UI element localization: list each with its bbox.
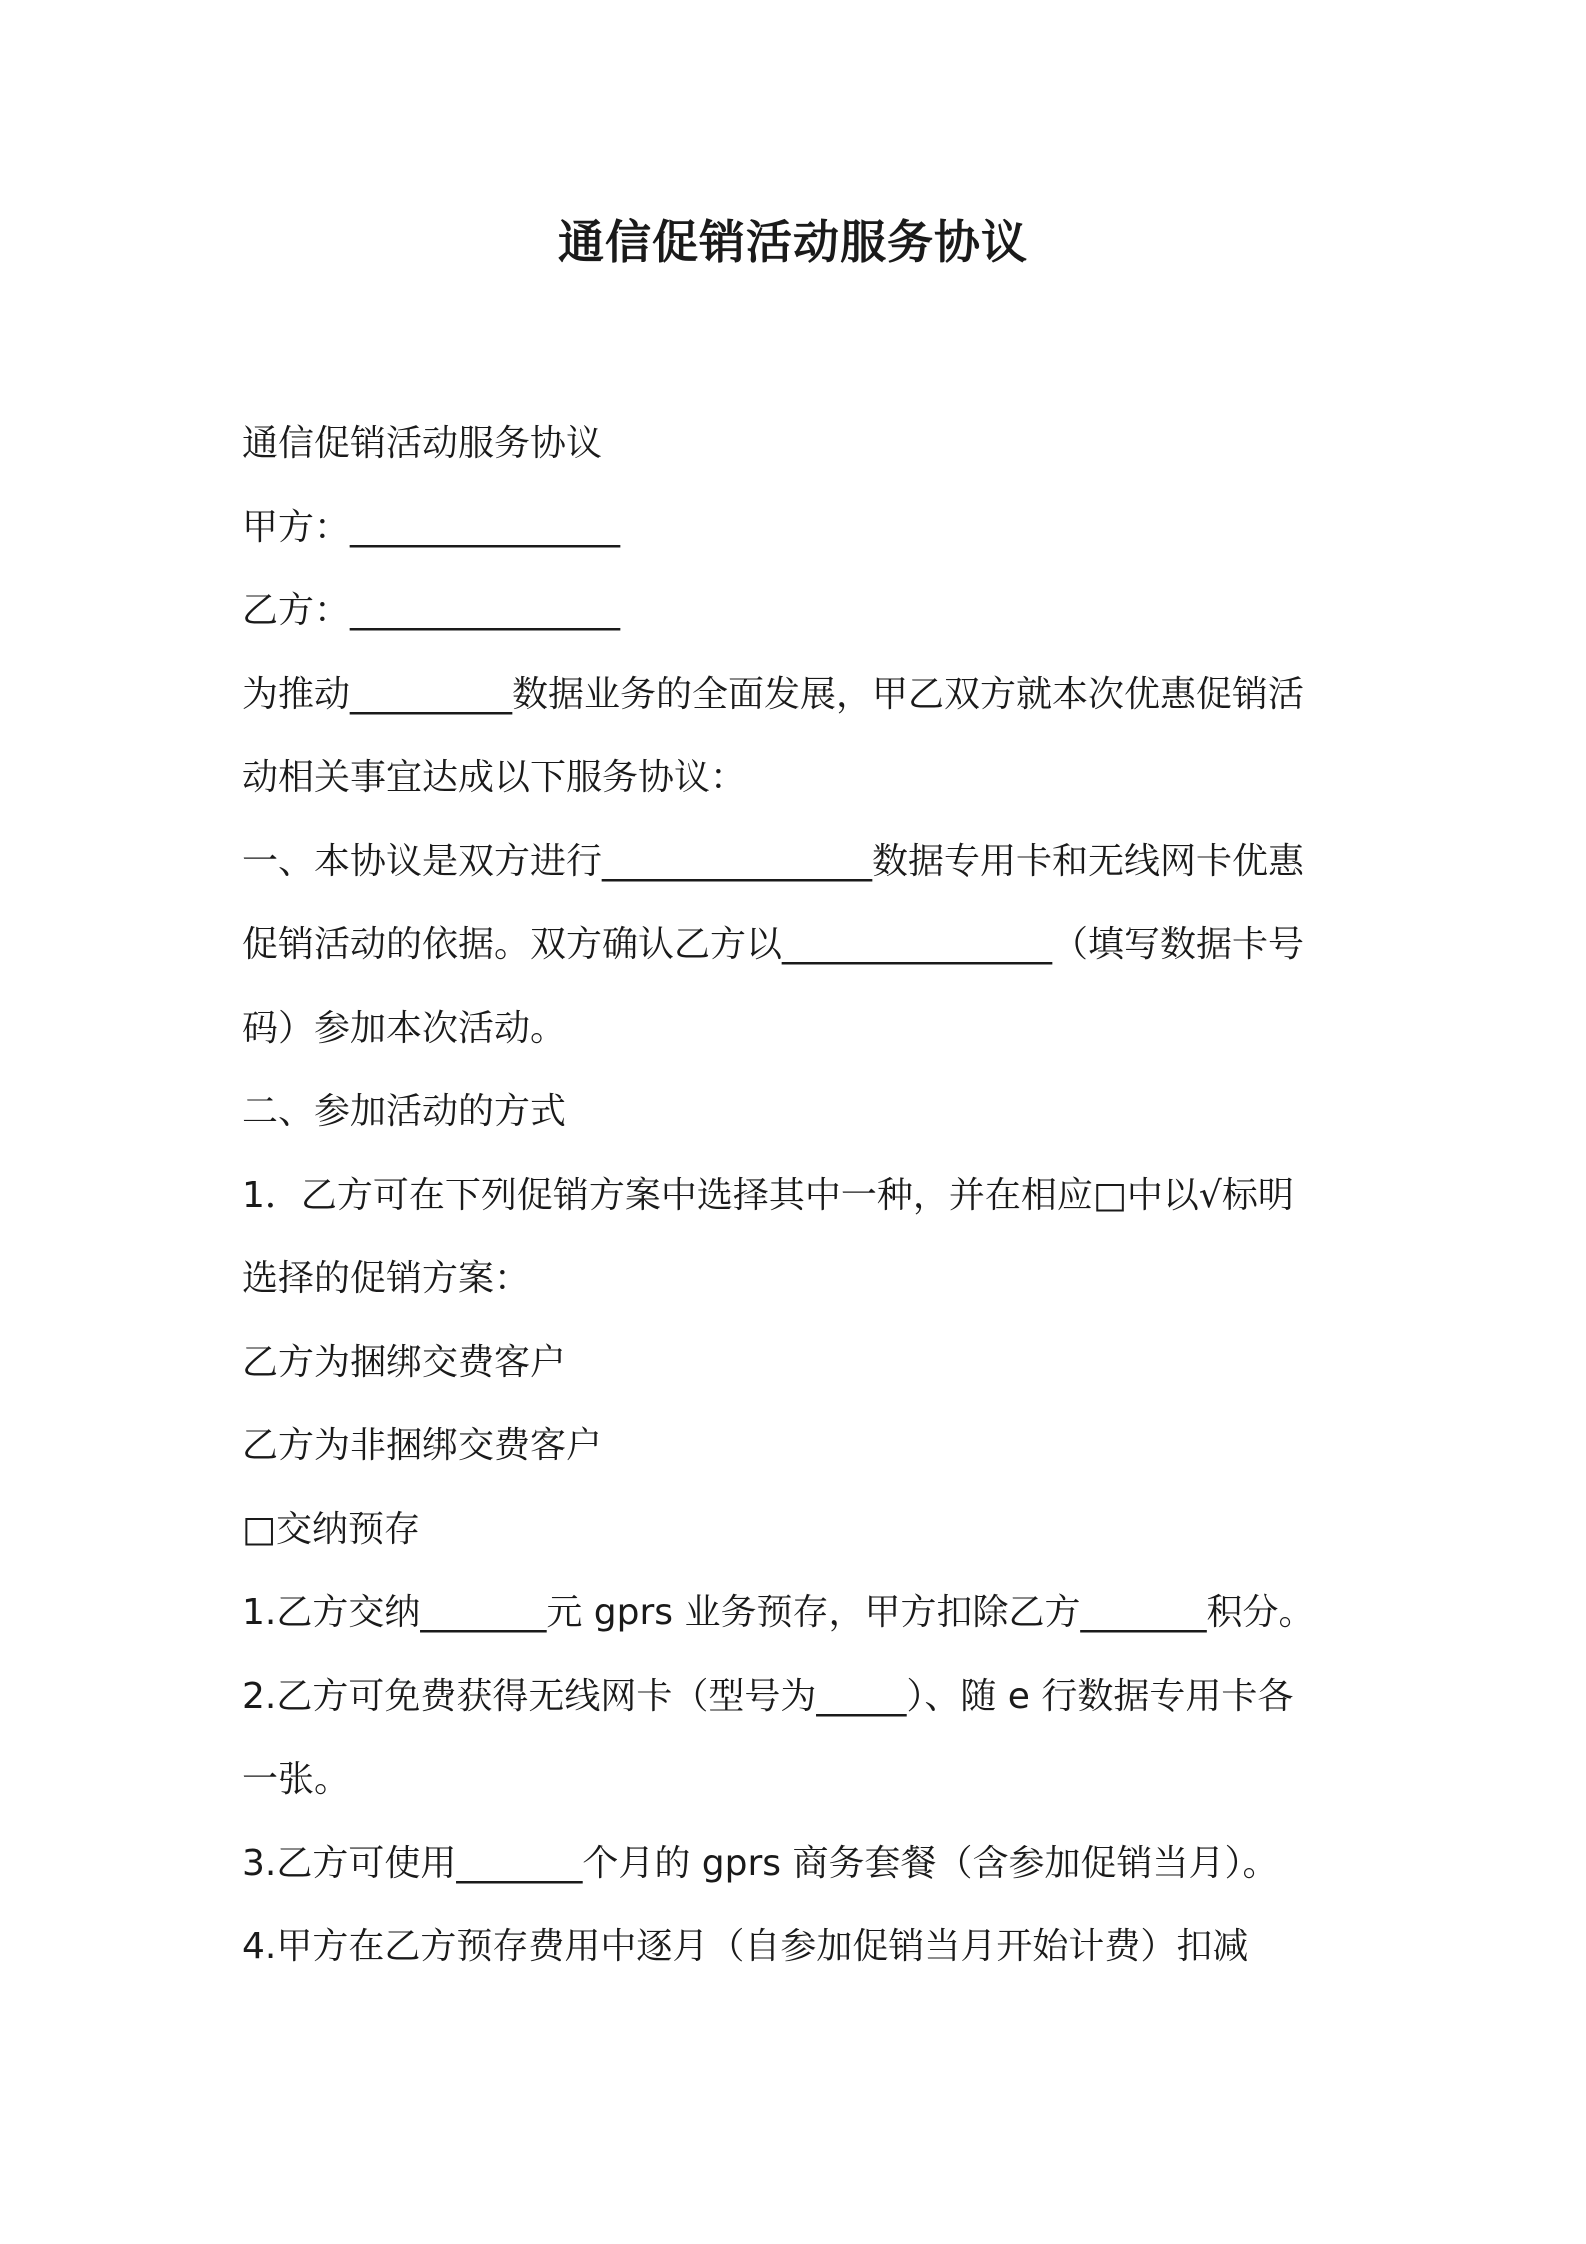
body-line: 乙方为捆绑交费客户 (242, 1341, 567, 1383)
body-line: 4.甲方在乙方预存费用中逐月（自参加促销当月开始计费）扣减 (242, 1926, 1249, 1967)
body-line: 2.乙方可免费获得无线网卡（型号为_____）、随 e 行数据专用卡各 (242, 1675, 1294, 1717)
body-line: 乙方：_______________ (242, 590, 621, 631)
body-line: 码）参加本次活动。 (242, 1007, 567, 1049)
body-line: 通信促销活动服务协议 (242, 423, 603, 464)
body-line: 一张。 (242, 1759, 351, 1800)
body-line: 1.乙方交纳_______元 gprs 业务预存，甲方扣除乙方_______积分。 (242, 1592, 1315, 1633)
body-line: 1．乙方可在下列促销方案中选择其中一种，并在相应□中以√标明 (242, 1174, 1294, 1216)
body-line: 促销活动的依据。双方确认乙方以_______________（填写数据卡号 (242, 924, 1305, 965)
body-line: 乙方为非捆绑交费客户 (242, 1425, 603, 1466)
body-line: 二、参加活动的方式 (242, 1091, 567, 1132)
body-line: 为推动_________数据业务的全面发展，甲乙双方就本次优惠促销活 (242, 673, 1305, 715)
body-line: 选择的促销方案： (242, 1258, 531, 1299)
document-title: 通信促销活动服务协议 (558, 215, 1028, 269)
body-line: □交纳预存 (242, 1508, 421, 1550)
body-line: 3.乙方可使用_______个月的 gprs 商务套餐（含参加促销当月）。 (242, 1842, 1279, 1884)
body-line: 甲方：_______________ (242, 506, 621, 548)
document-body (242, 402, 1372, 1989)
body-line: 动相关事宜达成以下服务协议： (242, 757, 747, 798)
body-line: 一、本协议是双方进行_______________数据专用卡和无线网卡优惠 (242, 840, 1305, 882)
